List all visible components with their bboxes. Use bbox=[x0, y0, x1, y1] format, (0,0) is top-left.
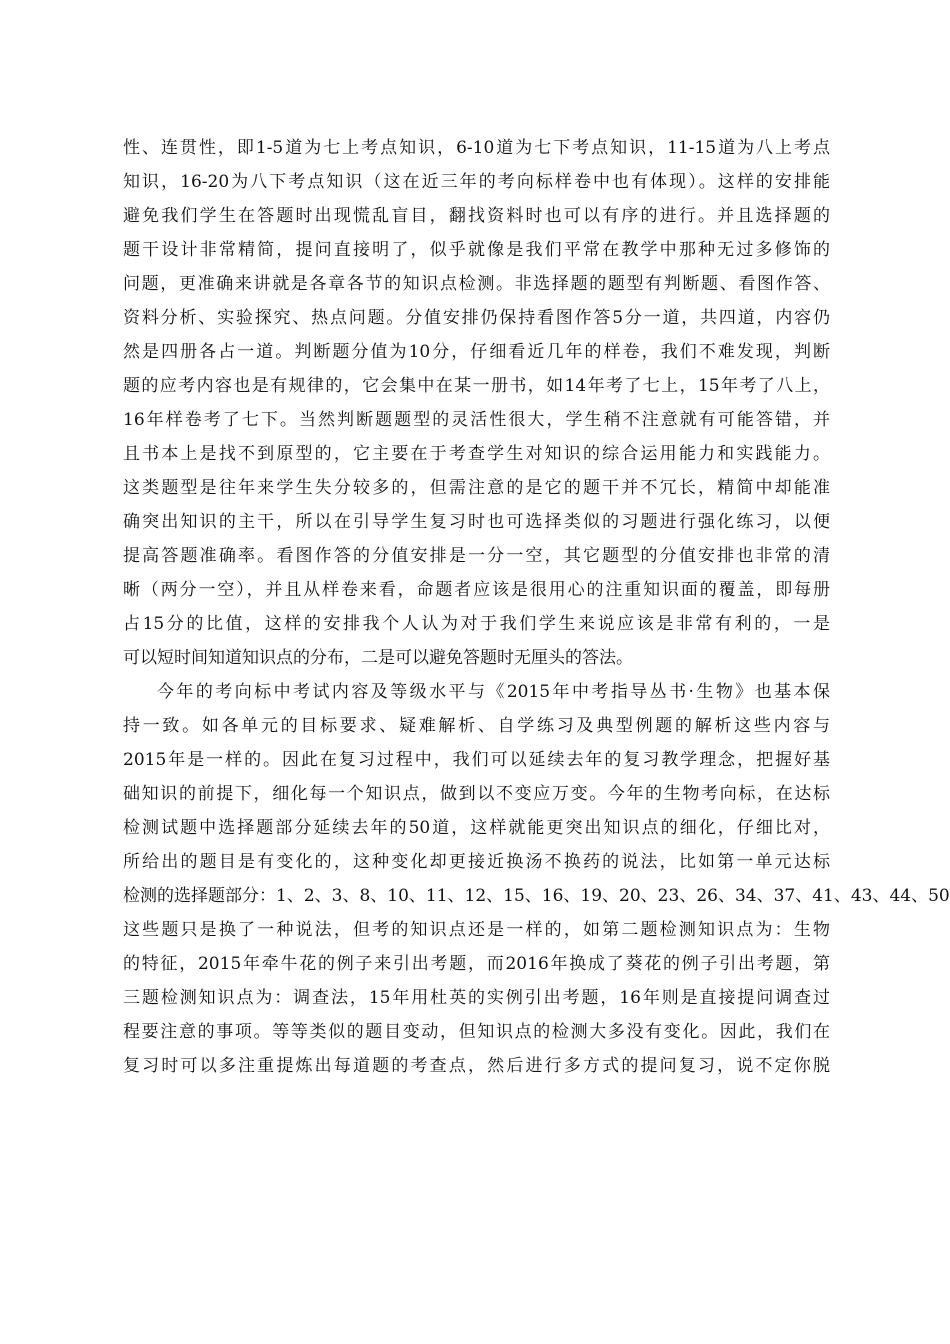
text-line: 2015年是一样的。因此在复习过程中，我们可以延续去年的复习教学理念，把握好基 bbox=[123, 750, 830, 770]
text-line: 三题检测知识点为：调查法，15年用杜英的实例引出考题，16年则是直接提问调查过 bbox=[123, 988, 830, 1008]
text-line: 资料分析、实验探究、热点问题。分值安排仍保持看图作答5分一道，共四道，内容仍 bbox=[123, 308, 830, 328]
text-line: 程要注意的事项。等等类似的题目变动，但知识点的检测大多没有变化。因此，我们在 bbox=[123, 1022, 830, 1042]
text-line: 检测的选择题部分：1、2、3、8、10、11、12、15、16、19、20、23、26、34、37、41、43、44、50 bbox=[123, 886, 950, 906]
text-line: 提高答题准确率。看图作答的分值安排是一分一空，其它题型的分值安排也非常的清 bbox=[123, 546, 830, 566]
text-line: 晰（两分一空），并且从样卷来看，命题者应该是很用心的注重知识面的覆盖，即每册 bbox=[123, 580, 830, 600]
paragraph-2 bbox=[123, 675, 950, 1083]
text-line: 持一致。如各单元的目标要求、疑难解析、自学练习及典型例题的解析这些内容与 bbox=[123, 716, 830, 736]
document-body bbox=[123, 131, 950, 1083]
text-line: 础知识的前提下，细化每一个知识点，做到以不变应万变。今年的生物考向标，在达标 bbox=[123, 784, 830, 804]
text-line: 且书本上是找不到原型的，它主要在于考查学生对知识的综合运用能力和实践能力。 bbox=[123, 444, 830, 464]
text-line: 然是四册各占一道。判断题分值为10分，仔细看近几年的样卷，我们不难发现，判断 bbox=[123, 342, 830, 362]
text-line: 16年样卷考了七下。当然判断题题型的灵活性很大，学生稍不注意就有可能答错，并 bbox=[123, 410, 830, 430]
text-line: 这些题只是换了一种说法，但考的知识点还是一样的，如第二题检测知识点为：生物 bbox=[123, 920, 830, 940]
text-line: 占15分的比值，这样的安排我个人认为对于我们学生来说应该是非常有利的，一是 bbox=[123, 614, 830, 634]
text-line: 知识，16-20为八下考点知识（这在近三年的考向标样卷中也有体现）。这样的安排能 bbox=[123, 172, 830, 192]
text-line: 复习时可以多注重提炼出每道题的考查点，然后进行多方式的提问复习，说不定你脱 bbox=[123, 1056, 830, 1076]
text-line: 的特征，2015年牵牛花的例子来引出考题，而2016年换成了葵花的例子引出考题，第 bbox=[123, 954, 830, 974]
text-line: 所给出的题目是有变化的，这种变化却更接近换汤不换药的说法，比如第一单元达标 bbox=[123, 852, 830, 872]
text-line: 性、连贯性，即1-5道为七上考点知识，6-10道为七下考点知识，11-15道为八上考点 bbox=[123, 138, 830, 158]
text-line: 避免我们学生在答题时出现慌乱盲目，翻找资料时也可以有序的进行。并且选择题的 bbox=[123, 206, 830, 226]
text-line: 确突出知识的主干，所以在引导学生复习时也可选择类似的习题进行强化练习，以便 bbox=[123, 512, 830, 532]
text-line: 这类题型是往年来学生失分较多的，但需注意的是它的题干并不冗长，精简中却能准 bbox=[123, 478, 830, 498]
text-line: 检测试题中选择题部分延续去年的50道，这样就能更突出知识点的细化，仔细比对， bbox=[123, 818, 830, 838]
paragraph-1 bbox=[123, 131, 830, 675]
text-line: 可以短时间知道知识点的分布，二是可以避免答题时无厘头的答法。 bbox=[123, 648, 633, 668]
text-line: 题的应考内容也是有规律的，它会集中在某一册书，如14年考了七上，15年考了八上， bbox=[123, 376, 830, 396]
text-line: 题干设计非常精简，提问直接明了，似乎就像是我们平常在教学中那种无过多修饰的 bbox=[123, 240, 830, 260]
text-line: 今年的考向标中考试内容及等级水平与《2015年中考指导丛书·生物》也基本保 bbox=[157, 682, 830, 702]
text-line: 问题，更准确来讲就是各章各节的知识点检测。非选择题的题型有判断题、看图作答、 bbox=[123, 274, 830, 294]
